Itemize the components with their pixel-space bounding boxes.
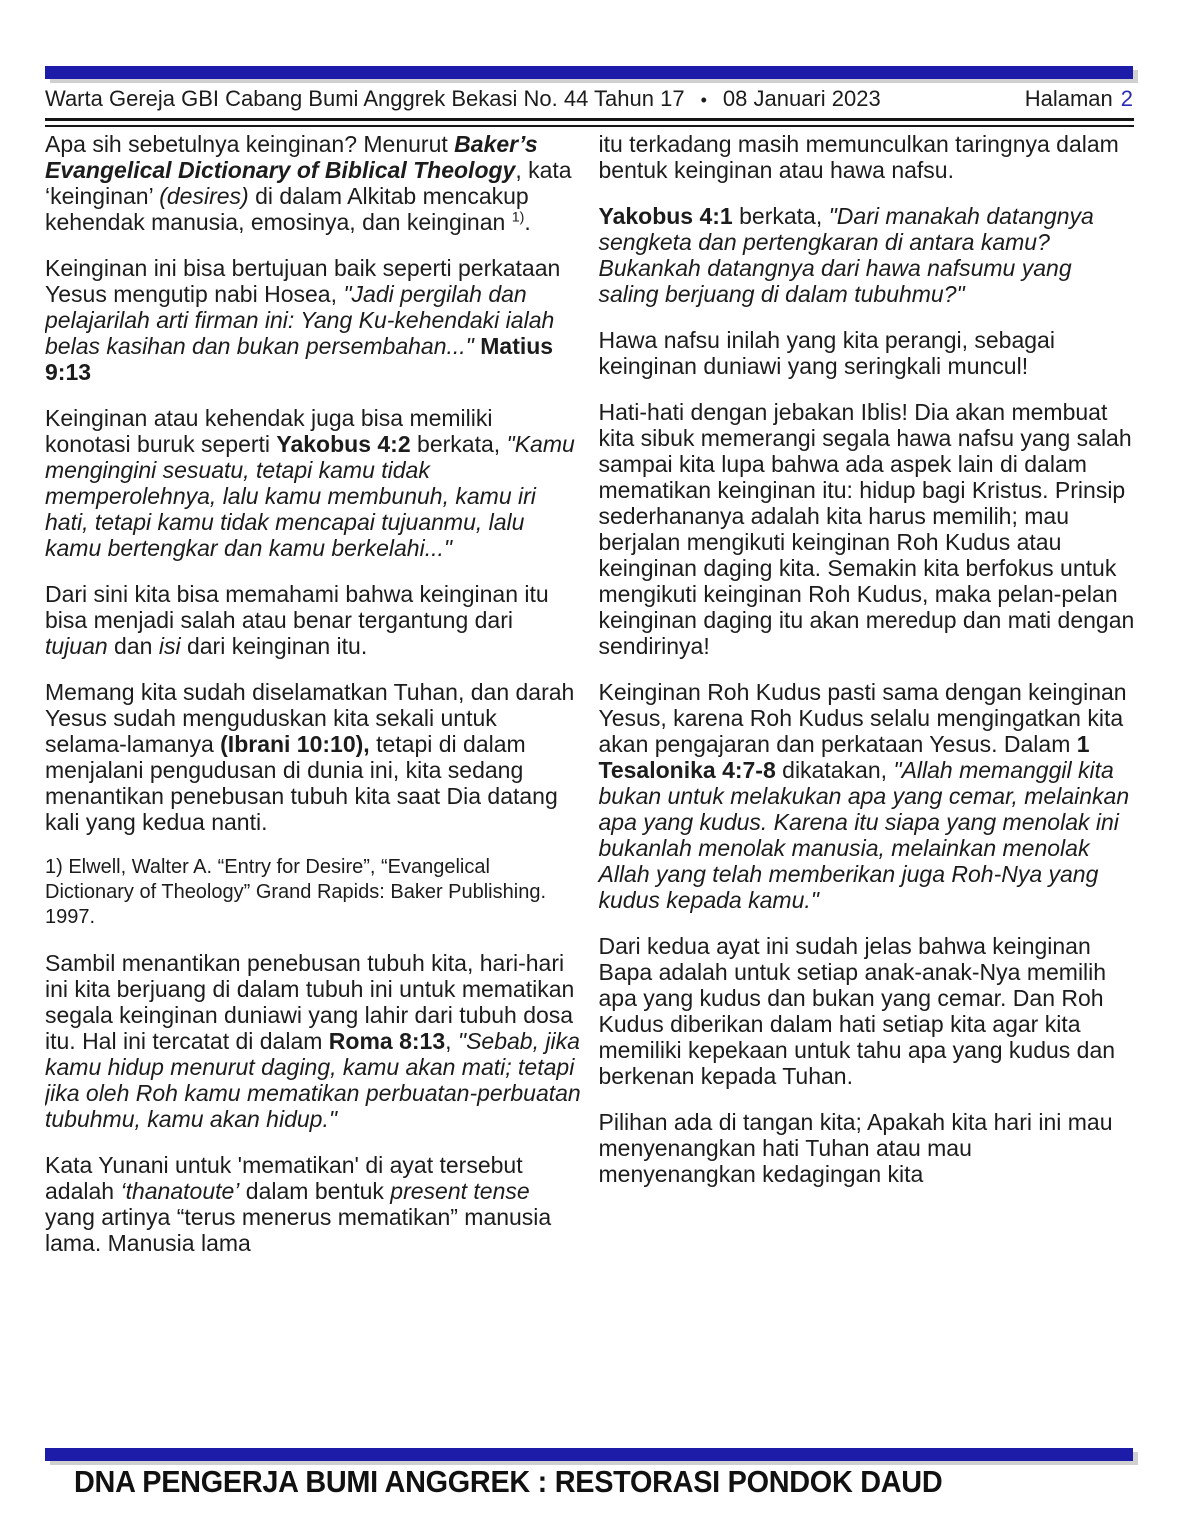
header-issue-line (45, 86, 881, 113)
footer-title: DNA PENGERJA BUMI ANGGREK : RESTORASI PONDOK DAUD (74, 1464, 943, 1499)
paragraph: Memang kita sudah diselamatkan Tuhan, dan darah Yesus sudah menguduskan kita sekali untuk selama-lamanya (Ibrani 10:10), tetapi di dalam menjalani pengudusan di dunia ini, kita sedang menantikan penebusan tubuh kita saat Dia datang kali yang kedua nanti. (45, 679, 575, 835)
top-accent-bar (45, 66, 1133, 79)
paragraph: Sambil menantikan penebusan tubuh kita, hari-hari ini kita berjuang di dalam tubuh ini untuk mematikan segala keinginan duniawi yang lahir dari tubuh dosa itu. Hal ini tercatat di dalam Roma 8:13, "Sebab, jika kamu hidup menurut daging, kamu akan mati; tetapi jika oleh Roh kamu mematikan perbuatan-perbuatan tubuhmu, kamu akan hidup." (45, 950, 581, 1132)
page-label: Halaman (1024, 86, 1113, 111)
paragraph: Keinginan Roh Kudus pasti sama dengan keinginan Yesus, karena Roh Kudus selalu mengingatkan kita akan pengajaran dan perkataan Yesus. Dalam 1 Tesalonika 4:7-8 dikatakan, "Allah memanggil kita bukan untuk melakukan apa yang cemar, melainkan apa yang kudus. Karena itu siapa yang menolak ini bukanlah menolak manusia, melainkan menolak Allah yang telah memberikan juga Roh-Nya yang kudus kepada kamu." (598, 679, 1130, 913)
header-separator-dot: • (700, 90, 707, 110)
paragraph: Keinginan ini bisa bertujuan baik seperti perkataan Yesus mengutip nabi Hosea, "Jadi pergilah dan pelajarilah arti firman ini: Yang Ku-kehendaki ialah belas kasihan dan bukan persembahan..." Matius 9:13 (45, 255, 561, 385)
page-number: 2 (1120, 86, 1133, 111)
paragraph: itu terkadang masih memunculkan taringnya dalam bentuk keinginan atau hawa nafsu. (598, 131, 1119, 183)
paragraph: Dari kedua ayat ini sudah jelas bahwa keinginan Bapa adalah untuk setiap anak-anak-Nya memilih apa yang kudus dan bukan yang cemar. Dan Roh Kudus diberikan dalam hati setiap kita agar kita memiliki kepekaan untuk tahu apa yang kudus dan berkenan kepada Tuhan. (598, 933, 1116, 1089)
paragraph: Hati-hati dengan jebakan Iblis! Dia akan membuat kita sibuk memerangi segala hawa nafsu yang salah sampai kita lupa bahwa ada aspek lain di dalam mematikan keinginan itu: hidup bagi Kristus. Prinsip sederhananya adalah kita harus memilih; mau berjalan mengikuti keinginan Roh Kudus atau keinginan daging kita. Semakin kita berfokus untuk mengikuti keinginan Roh Kudus, maka pelan-pelan keinginan daging itu akan meredup dan mati dengan sendirinya! (598, 399, 1135, 659)
right-column (599, 131, 1136, 1443)
bulletin-title: Warta Gereja GBI Cabang Bumi Anggrek Bekasi No. 44 Tahun 17 (45, 86, 685, 111)
footer-accent-bar (45, 1448, 1133, 1461)
header-divider-rule (45, 118, 1134, 127)
page-indicator (1025, 86, 1133, 112)
page-header (45, 86, 1133, 113)
paragraph: Keinginan atau kehendak juga bisa memiliki konotasi buruk seperti Yakobus 4:2 berkata, "Kamu mengingini sesuatu, tetapi kamu tidak memperolehnya, lalu kamu membunuh, kamu iri hati, tetapi kamu tidak mencapai tujuanmu, lalu kamu bertengkar dan kamu berkelahi..." (45, 405, 575, 561)
article-body (45, 131, 1135, 1443)
paragraph: Dari sini kita bisa memahami bahwa keinginan itu bisa menjadi salah atau benar tergantung dari tujuan dan isi dari keinginan itu. (45, 581, 549, 659)
paragraph: Yakobus 4:1 berkata, "Dari manakah datangnya sengketa dan pertengkaran di antara kamu? Bukankah datangnya dari hawa nafsumu yang saling berjuang di dalam tubuhmu?" (598, 203, 1094, 307)
footnote: 1) Elwell, Walter A. “Entry for Desire”, “Evangelical Dictionary of Theology” Grand Rapids: Baker Publishing. 1997. (45, 856, 546, 928)
paragraph: Hawa nafsu inilah yang kita perangi, sebagai keinginan duniawi yang seringkali muncul! (598, 327, 1055, 379)
paragraph: Pilihan ada di tangan kita; Apakah kita hari ini mau menyenangkan hati Tuhan atau mau menyenangkan kedagingan kita (598, 1109, 1113, 1187)
issue-date: 08 Januari 2023 (722, 86, 881, 111)
left-column (45, 131, 582, 1443)
paragraph: Kata Yunani untuk 'mematikan' di ayat tersebut adalah ‘thanatoute’ dalam bentuk present tense yang artinya “terus menerus mematikan” manusia lama. Manusia lama (45, 1152, 552, 1256)
paragraph: Apa sih sebetulnya keinginan? Menurut Baker’s Evangelical Dictionary of Biblical Theology, kata ‘keinginan’ (desires) di dalam Alkitab mencakup kehendak manusia, emosinya, dan keinginan $^{1)}$. (45, 131, 572, 235)
